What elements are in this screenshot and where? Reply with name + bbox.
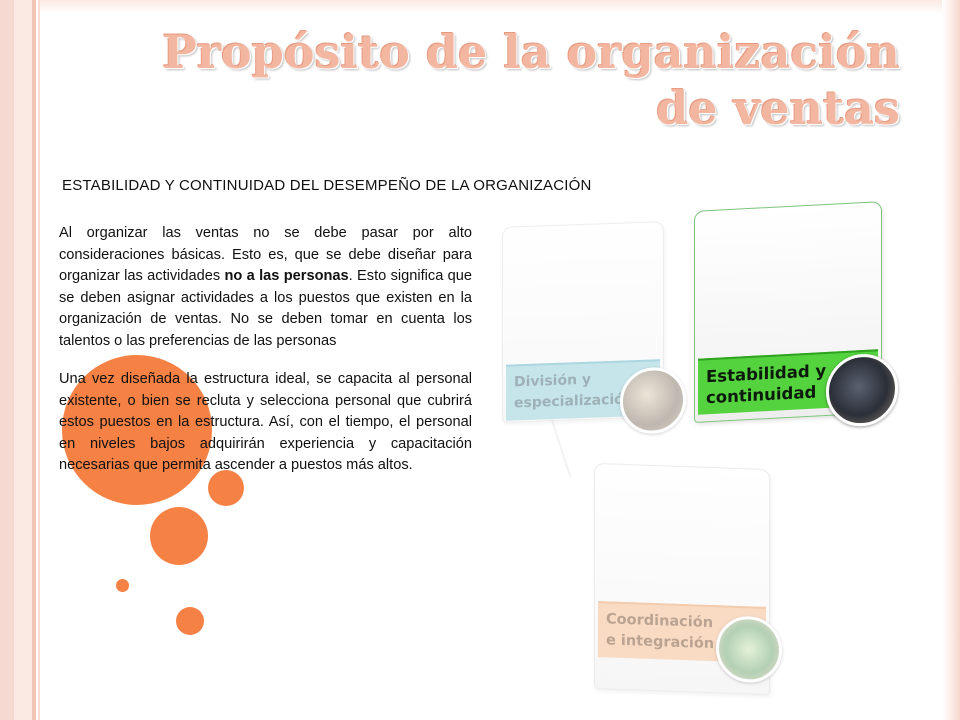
- right-frame-decoration: [942, 0, 960, 720]
- decorative-circle: [150, 507, 208, 565]
- card-label: Estabilidad y continuidad: [698, 349, 878, 414]
- card-label: Coordinación e integración: [598, 601, 766, 663]
- card-label: División y especialización: [506, 359, 660, 420]
- card-photo-icon: [620, 366, 686, 434]
- card-estabilidad-continuidad[interactable]: [694, 201, 882, 423]
- paragraph-1-start: Al organizar las ventas no se debe pasar por alto consideraciones básicas. Esto es, que se debe diseñar para organizar las actividades: [59, 225, 472, 284]
- left-stripe-decoration: [32, 0, 36, 720]
- left-stripe-decoration: [38, 0, 40, 720]
- left-stripe-decoration: [0, 0, 14, 720]
- decorative-circle: [116, 579, 129, 592]
- paragraph-2: Una vez diseñada la estructura ideal, se capacita al personal existente, o bien se recluta y selecciona personal que cubrirá estos puestos en la estructura. Así, con el tiempo, el personal en niveles bajos adquirirán experiencia y capacitación necesarias que permita ascender a puestos más altos.: [59, 371, 472, 473]
- paragraph-1-emphasis: no a las personas: [224, 268, 349, 284]
- body-text: [59, 223, 472, 494]
- paragraph-1-end: . Esto significa que se deben asignar actividades a los puestos que existen en la organización de ventas. No se deben tomar en cuenta los talentos o las preferencias de las personas: [59, 268, 472, 349]
- decorative-circle: [176, 607, 204, 635]
- card-coordinacion-integracion[interactable]: [594, 463, 770, 695]
- paragraph-1: [59, 223, 472, 352]
- card-division-especializacion[interactable]: [502, 221, 664, 423]
- diagram-connector: [551, 419, 571, 477]
- top-frame-decoration: [40, 0, 960, 14]
- slide-title: Propósito de la organización de ventas: [162, 25, 900, 135]
- slide-subtitle: ESTABILIDAD Y CONTINUIDAD DEL DESEMPEÑO DE LA ORGANIZACIÓN: [62, 177, 592, 194]
- left-stripe-decoration: [14, 0, 32, 720]
